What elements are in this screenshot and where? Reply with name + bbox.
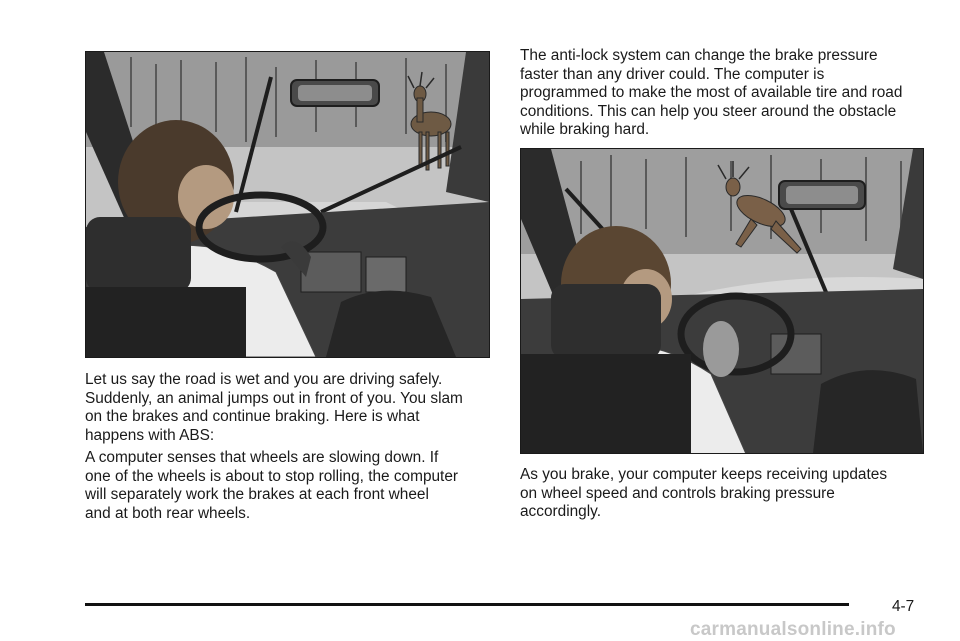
- footer-rule: [85, 603, 849, 606]
- paragraph-wet-road-scenario: Let us say the road is wet and you are driving safely. Suddenly, an animal jumps out in front of you. You slam on the brakes and continue braking. Here is what happens with ABS:: [85, 371, 463, 444]
- driver-sees-deer-illustration: [85, 51, 490, 358]
- watermark-text: carmanualsonline.info: [690, 619, 896, 640]
- paragraph-computer-senses: A computer senses that wheels are slowing down. If one of the wheels is about to stop rolling, the computer will separately work the brakes at each front wheel and at both rear wheels.: [85, 449, 459, 522]
- paragraph-anti-lock-system: The anti-lock system can change the brake pressure faster than any driver could. The computer is programmed to make the most of available tire and road conditions. This can help you steer around the obstacle while braking hard.: [520, 47, 903, 139]
- deer-jumps-illustration: [520, 148, 924, 454]
- paragraph-as-you-brake: As you brake, your computer keeps receiving updates on wheel speed and controls braking pressure accordingly.: [520, 466, 888, 521]
- page-number: 4-7: [892, 598, 915, 615]
